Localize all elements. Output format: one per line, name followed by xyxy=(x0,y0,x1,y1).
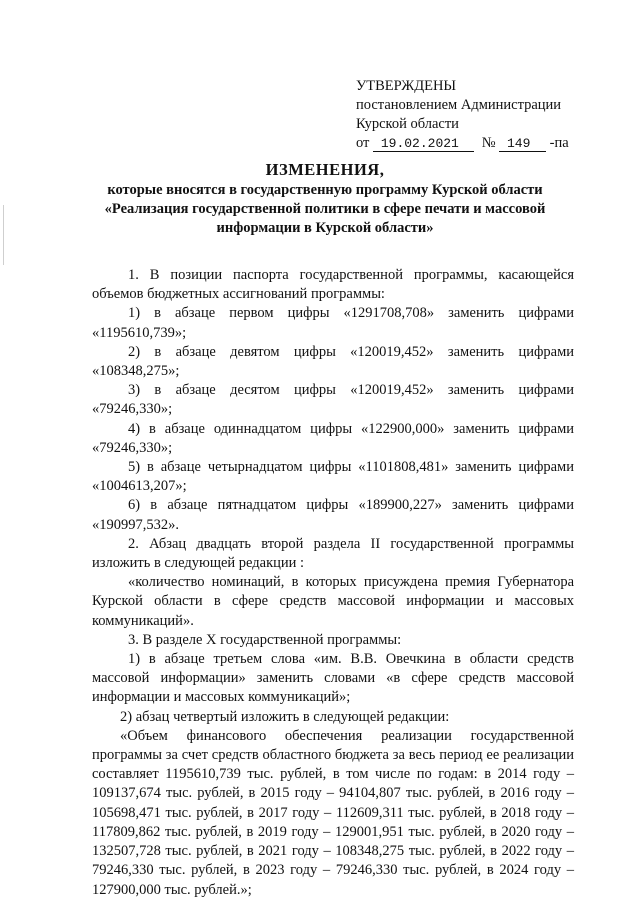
approval-date: 19.02.2021 xyxy=(373,137,474,152)
scan-edge-line xyxy=(3,205,4,265)
item-3-1: 1) в абзаце третьем слова «им. В.В. Овечкина в области средств массовой информации» заменить словами «в сфере средств массовой информации и массовых коммуникаций»; xyxy=(92,651,574,706)
heading-line3: информации в Курской области» xyxy=(216,220,434,236)
approval-stamp xyxy=(356,77,616,153)
item-1-5-cont: «1004613,207»; xyxy=(92,478,187,495)
paragraph-2-quote: «количество номинаций, в которых присуждена премия Губернатора Курской области в сфере средств массовой информации и массовых коммуникаций». xyxy=(92,574,574,629)
item-3-2: 2) абзац четвертый изложить в следующей редакции: xyxy=(120,708,450,725)
date-prefix: от xyxy=(356,135,370,151)
approval-line1: постановлением Администрации xyxy=(356,97,562,113)
item-1-4: 4) в абзаце одиннадцатом цифры «122900,000» заменить цифрами xyxy=(128,420,574,437)
heading-title: ИЗМЕНЕНИЯ, xyxy=(265,160,385,179)
item-1-1-cont: «1195610,739»; xyxy=(92,324,187,341)
item-1-6: 6) в абзаце пятнадцатом цифры «189900,227» заменить цифрами xyxy=(128,497,574,514)
approval-date-line xyxy=(356,134,616,153)
heading-line2: «Реализация государственной политики в сфере печати и массовой xyxy=(104,201,546,217)
item-1-6-cont: «190997,532». xyxy=(92,516,179,533)
item-1-3-cont: «79246,330»; xyxy=(92,401,173,418)
item-1-2: 2) в абзаце девятом цифры «120019,452» заменить цифрами xyxy=(128,343,574,360)
item-1-3: 3) в абзаце десятом цифры «120019,452» заменить цифрами xyxy=(128,382,574,399)
approval-number: 149 xyxy=(499,137,546,152)
approval-line2: Курской области xyxy=(356,116,459,132)
document-body xyxy=(92,266,574,900)
number-suffix: -па xyxy=(549,135,569,151)
item-1-5: 5) в абзаце четырнадцатом цифры «1101808,481» заменить цифрами xyxy=(128,459,574,476)
document-heading xyxy=(80,159,570,238)
heading-line1: которые вносятся в государственную программу Курской области xyxy=(107,182,543,198)
approval-title: УТВЕРЖДЕНЫ xyxy=(356,78,457,94)
item-1-4-cont: «79246,330»; xyxy=(92,439,173,456)
number-sign: № xyxy=(481,135,496,151)
item-1-1: 1) в абзаце первом цифры «1291708,708» заменить цифрами xyxy=(128,305,574,322)
paragraph-3: 3. В разделе X государственной программы: xyxy=(128,631,402,648)
paragraph-2: 2. Абзац двадцать второй раздела II государственной программы изложить в следующей редакции : xyxy=(92,535,574,572)
paragraph-3-quote: «Объем финансового обеспечения реализации государственной программы за счет средств областного бюджета за весь период ее реализации составляет 1195610,739 тыс. рублей, в том числе по годам: в 2014 году – 109137,674 тыс. рублей, в 2015 году – 94104,807 тыс. рублей, в 2016 году – 105698,471 тыс. рублей, в 2017 году – 112609,311 тыс. рублей, в 2018 году – 117809,862 тыс. рублей, в 2019 году – 129001,951 тыс. рублей, в 2020 году – 132507,728 тыс. рублей, в 2021 году – 108348,275 тыс. рублей, в 2022 году – 79246,330 тыс. рублей, в 2023 году – 79246,330 тыс. рублей, в 2024 году – 127900,000 тыс. рублей.»; xyxy=(92,727,574,898)
item-1-2-cont: «108348,275»; xyxy=(92,363,180,380)
paragraph-1: 1. В позиции паспорта государственной программы, касающейся объемов бюджетных ассигнований программы: xyxy=(92,267,574,303)
